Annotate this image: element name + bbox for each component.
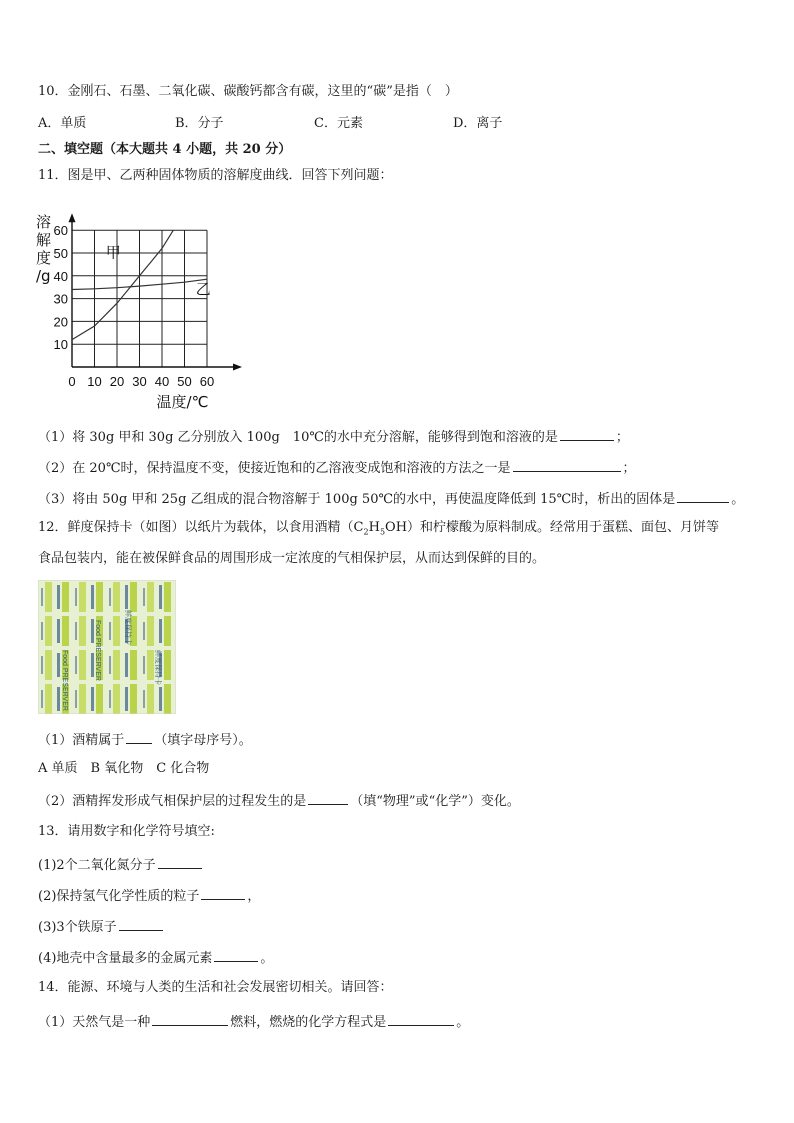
x-tick-label: 30 <box>132 374 147 389</box>
y-axis-label: 解 <box>36 231 52 249</box>
q12-sub1-options: A 单质 B 氧化物 C 化合物 <box>38 761 210 776</box>
y-axis-arrow <box>69 213 76 222</box>
q14-sub1-text-b: 燃料，燃烧的化学方程式是 <box>230 1015 387 1030</box>
q13-item-2-end: ， <box>247 889 261 904</box>
q14-sub1 <box>38 1012 469 1032</box>
q14-stem: 14．能源、环境与人类的生活和社会发展密切相关。请回答： <box>38 980 393 995</box>
q11-stem: 11．图是甲、乙两种固体物质的溶解度曲线．回答下列问题： <box>38 168 393 183</box>
q11-sub3-blank[interactable] <box>677 489 729 503</box>
q13-item-4-blank[interactable] <box>214 948 258 962</box>
series-label-yi: 乙 <box>195 280 211 299</box>
q10-option-a: A．单质 <box>38 116 87 131</box>
x-tick-label: 20 <box>109 374 125 389</box>
q12-sub2-end: （填“物理”或“化学”）变化。 <box>350 794 520 809</box>
q13-item-1-blank[interactable] <box>158 855 202 869</box>
q11-sub1-blank[interactable] <box>560 427 614 441</box>
y-tick-label: 60 <box>53 223 68 239</box>
q12-sub1 <box>38 730 252 750</box>
q13-item-1-text: (1)2个二氧化氮分子 <box>38 858 156 873</box>
q12-stem-b: OH）和柠檬酸为原料制成。经常用于蛋糕、面包、月饼等 <box>385 520 720 535</box>
y-tick-label: 10 <box>53 337 68 353</box>
q10-option-c: C．元素 <box>314 116 363 131</box>
formula-sub-5: 5 <box>379 527 386 537</box>
q11-sub1-end: ； <box>615 430 629 445</box>
q11-sub2-end: ； <box>622 461 636 476</box>
food-preserver-card-image <box>38 580 176 714</box>
y-tick-label: 30 <box>53 291 68 307</box>
x-axis-arrow <box>233 364 242 371</box>
formula-h: H <box>368 520 380 535</box>
q13-item-3-blank[interactable] <box>119 917 163 931</box>
chart-labels <box>36 213 214 411</box>
card-label-en: Food PRESERVER <box>94 620 101 681</box>
q14-sub1-end: 。 <box>456 1015 470 1030</box>
q13-item-1 <box>38 855 204 875</box>
q12-sub1-text: （1）酒精属于 <box>38 733 125 748</box>
q11-sub3 <box>38 489 744 509</box>
y-axis-label: /g <box>36 267 51 285</box>
q11-sub2-text: （2）在 20℃时，保持温度不变，使接近饱和的乙溶液变成饱和溶液的方法之一是 <box>38 461 511 476</box>
q10-stem: 10．金刚石、石墨、二氧化碳、碳酸钙都含有碳，这里的“碳”是指（ ） <box>38 84 458 99</box>
q12-stem-line2: 食品包装内，能在被保鲜食品的周围形成一定浓度的气相保护层，从而达到保鲜的目的。 <box>38 551 546 566</box>
q14-sub1-blank-2[interactable] <box>388 1012 454 1026</box>
x-axis-label: 温度/℃ <box>156 393 209 411</box>
chart-grid <box>72 230 207 367</box>
x-tick-label: 50 <box>177 374 192 389</box>
q13-item-4-end: 。 <box>260 951 274 966</box>
y-axis-label: 度 <box>36 249 52 267</box>
series-label-jia: 甲 <box>105 243 121 262</box>
formula-sub-2: 2 <box>363 527 369 537</box>
q14-sub1-text-a: （1）天然气是一种 <box>38 1015 151 1030</box>
q12-stem-a: 12．鲜度保持卡（如图）以纸片为载体，以食用酒精（C <box>38 520 364 535</box>
q13-item-4 <box>38 948 273 968</box>
q13-item-3 <box>38 917 165 937</box>
q14-sub1-blank-1[interactable] <box>152 1012 228 1026</box>
q13-item-2-blank[interactable] <box>201 886 245 900</box>
card-label-cn: 鲜度保持卡 <box>124 610 132 645</box>
q12-sub2 <box>38 791 520 811</box>
q12-sub1-end: （填字母序号）。 <box>154 733 252 748</box>
y-tick-label: 50 <box>53 246 68 261</box>
card-label-cn-2: 鲜度保持卡 <box>154 650 162 685</box>
card-label-en-2: Food PRESERVER <box>61 650 68 711</box>
q12-sub2-text: （2）酒精挥发形成气相保护层的过程发生的是 <box>38 794 307 809</box>
q11-sub2-blank[interactable] <box>513 458 621 472</box>
q11-sub2 <box>38 458 636 478</box>
q11-sub3-end: 。 <box>731 492 745 507</box>
x-tick-label: 10 <box>87 374 102 389</box>
q10-option-b: B．分子 <box>175 116 224 131</box>
q13-item-2 <box>38 886 260 906</box>
q12-sub1-blank[interactable] <box>126 730 152 744</box>
q13-item-3-text: (3)3个铁原子 <box>38 920 117 935</box>
q11-sub1 <box>38 427 629 447</box>
x-tick-label: 40 <box>154 374 170 389</box>
q12-stem <box>38 519 719 542</box>
solubility-chart <box>34 197 254 415</box>
q11-sub1-text: （1）将 30g 甲和 30g 乙分别放入 100g 10℃的水中充分溶解，能够得到饱和溶液的是 <box>38 430 558 445</box>
y-tick-label: 20 <box>53 314 68 330</box>
y-tick-label: 40 <box>53 268 68 284</box>
q13-item-2-text: (2)保持氢气化学性质的粒子 <box>38 889 200 904</box>
q12-sub2-blank[interactable] <box>308 791 348 805</box>
x-tick-label: 0 <box>68 374 76 389</box>
x-tick-label: 60 <box>199 374 215 389</box>
q10-option-d: D．离子 <box>453 116 503 131</box>
q11-sub3-text: （3）将由 50g 甲和 25g 乙组成的混合物溶解于 100g 50℃的水中，再使温度降低到 15℃时，析出的固体是 <box>38 492 676 507</box>
q13-item-4-text: (4)地壳中含量最多的金属元素 <box>38 951 213 966</box>
y-axis-label: 溶 <box>36 213 52 231</box>
q13-stem: 13．请用数字和化学符号填空: <box>38 824 215 839</box>
section-title: 二、填空题（本大题共 4 小题，共 20 分） <box>38 142 292 157</box>
